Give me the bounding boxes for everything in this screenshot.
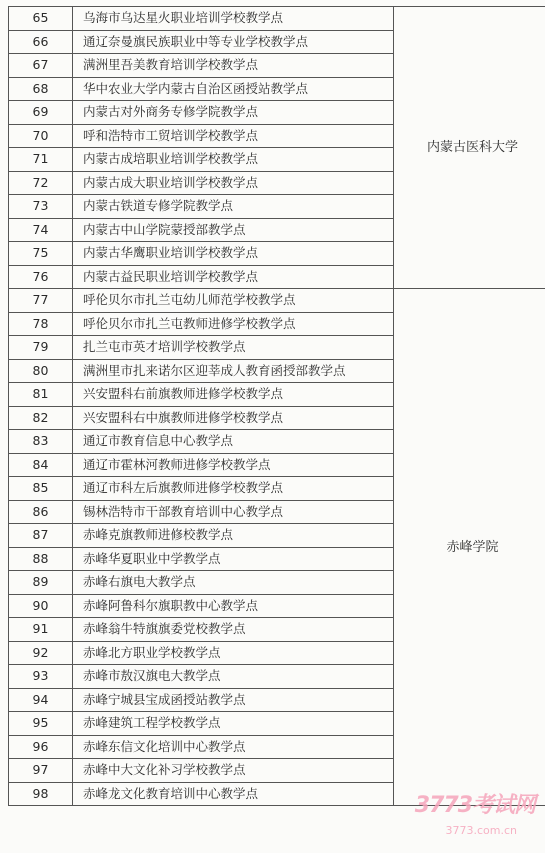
row-number: 94 <box>9 688 73 712</box>
schedule-table-container <box>8 6 538 806</box>
teaching-site-name: 呼和浩特市工贸培训学校教学点 <box>73 124 394 148</box>
teaching-site-name: 通辽市教育信息中心教学点 <box>73 430 394 454</box>
watermark-logo: 3773考试网 <box>414 793 535 818</box>
row-number: 91 <box>9 618 73 642</box>
row-number: 83 <box>9 430 73 454</box>
teaching-site-name: 赤峰右旗电大教学点 <box>73 571 394 595</box>
teaching-site-name: 满洲里市扎来诺尔区迎莘成人教育函授部教学点 <box>73 359 394 383</box>
teaching-site-name: 赤峰阿鲁科尔旗职教中心教学点 <box>73 594 394 618</box>
teaching-site-name: 内蒙古益民职业培训学校教学点 <box>73 265 394 289</box>
teaching-site-name: 华中农业大学内蒙古自治区函授站教学点 <box>73 77 394 101</box>
teaching-site-name: 扎兰屯市英才培训学校教学点 <box>73 336 394 360</box>
teaching-site-name: 赤峰宁城县宝成函授站教学点 <box>73 688 394 712</box>
teaching-site-name: 通辽奈曼旗民族职业中等专业学校教学点 <box>73 30 394 54</box>
row-number: 92 <box>9 641 73 665</box>
table-row <box>9 7 545 31</box>
row-number: 95 <box>9 712 73 736</box>
teaching-sites-table <box>8 6 545 806</box>
row-number: 81 <box>9 383 73 407</box>
row-number: 77 <box>9 289 73 313</box>
row-number: 86 <box>9 500 73 524</box>
row-number: 98 <box>9 782 73 806</box>
teaching-site-name: 内蒙古华鹰职业培训学校教学点 <box>73 242 394 266</box>
teaching-site-name: 内蒙古成培职业培训学校教学点 <box>73 148 394 172</box>
row-number: 68 <box>9 77 73 101</box>
row-number: 71 <box>9 148 73 172</box>
teaching-site-name: 内蒙古对外商务专修学院教学点 <box>73 101 394 125</box>
table-body <box>9 7 545 806</box>
teaching-site-name: 赤峰龙文化教育培训中心教学点 <box>73 782 394 806</box>
teaching-site-name: 呼伦贝尔市扎兰屯幼儿师范学校教学点 <box>73 289 394 313</box>
row-number: 84 <box>9 453 73 477</box>
row-number: 87 <box>9 524 73 548</box>
teaching-site-name: 内蒙古铁道专修学院教学点 <box>73 195 394 219</box>
row-number: 70 <box>9 124 73 148</box>
teaching-site-name: 通辽市霍林河教师进修学校教学点 <box>73 453 394 477</box>
table-row <box>9 289 545 313</box>
host-university: 赤峰学院 <box>394 289 545 806</box>
row-number: 75 <box>9 242 73 266</box>
row-number: 73 <box>9 195 73 219</box>
teaching-site-name: 赤峰中大文化补习学校教学点 <box>73 759 394 783</box>
row-number: 82 <box>9 406 73 430</box>
teaching-site-name: 赤峰市敖汉旗电大教学点 <box>73 665 394 689</box>
teaching-site-name: 赤峰克旗教师进修校教学点 <box>73 524 394 548</box>
teaching-site-name: 赤峰翁牛特旗旗委党校教学点 <box>73 618 394 642</box>
teaching-site-name: 通辽市科左后旗教师进修学校教学点 <box>73 477 394 501</box>
row-number: 78 <box>9 312 73 336</box>
teaching-site-name: 赤峰建筑工程学校教学点 <box>73 712 394 736</box>
watermark-url: 3773.com.cn <box>445 824 517 837</box>
row-number: 79 <box>9 336 73 360</box>
row-number: 97 <box>9 759 73 783</box>
teaching-site-name: 内蒙古成大职业培训学校教学点 <box>73 171 394 195</box>
teaching-site-name: 赤峰东信文化培训中心教学点 <box>73 735 394 759</box>
row-number: 66 <box>9 30 73 54</box>
row-number: 76 <box>9 265 73 289</box>
row-number: 74 <box>9 218 73 242</box>
row-number: 67 <box>9 54 73 78</box>
row-number: 72 <box>9 171 73 195</box>
teaching-site-name: 呼伦贝尔市扎兰屯教师进修学校教学点 <box>73 312 394 336</box>
row-number: 88 <box>9 547 73 571</box>
teaching-site-name: 赤峰华夏职业中学教学点 <box>73 547 394 571</box>
row-number: 65 <box>9 7 73 31</box>
teaching-site-name: 锡林浩特市干部教育培训中心教学点 <box>73 500 394 524</box>
teaching-site-name: 乌海市乌达星火职业培训学校教学点 <box>73 7 394 31</box>
row-number: 93 <box>9 665 73 689</box>
teaching-site-name: 兴安盟科右前旗教师进修学校教学点 <box>73 383 394 407</box>
row-number: 69 <box>9 101 73 125</box>
teaching-site-name: 兴安盟科右中旗教师进修学校教学点 <box>73 406 394 430</box>
teaching-site-name: 内蒙古中山学院蒙授部教学点 <box>73 218 394 242</box>
row-number: 80 <box>9 359 73 383</box>
row-number: 89 <box>9 571 73 595</box>
teaching-site-name: 满洲里吾美教育培训学校教学点 <box>73 54 394 78</box>
row-number: 85 <box>9 477 73 501</box>
row-number: 96 <box>9 735 73 759</box>
teaching-site-name: 赤峰北方职业学校教学点 <box>73 641 394 665</box>
host-university: 内蒙古医科大学 <box>394 7 545 289</box>
row-number: 90 <box>9 594 73 618</box>
